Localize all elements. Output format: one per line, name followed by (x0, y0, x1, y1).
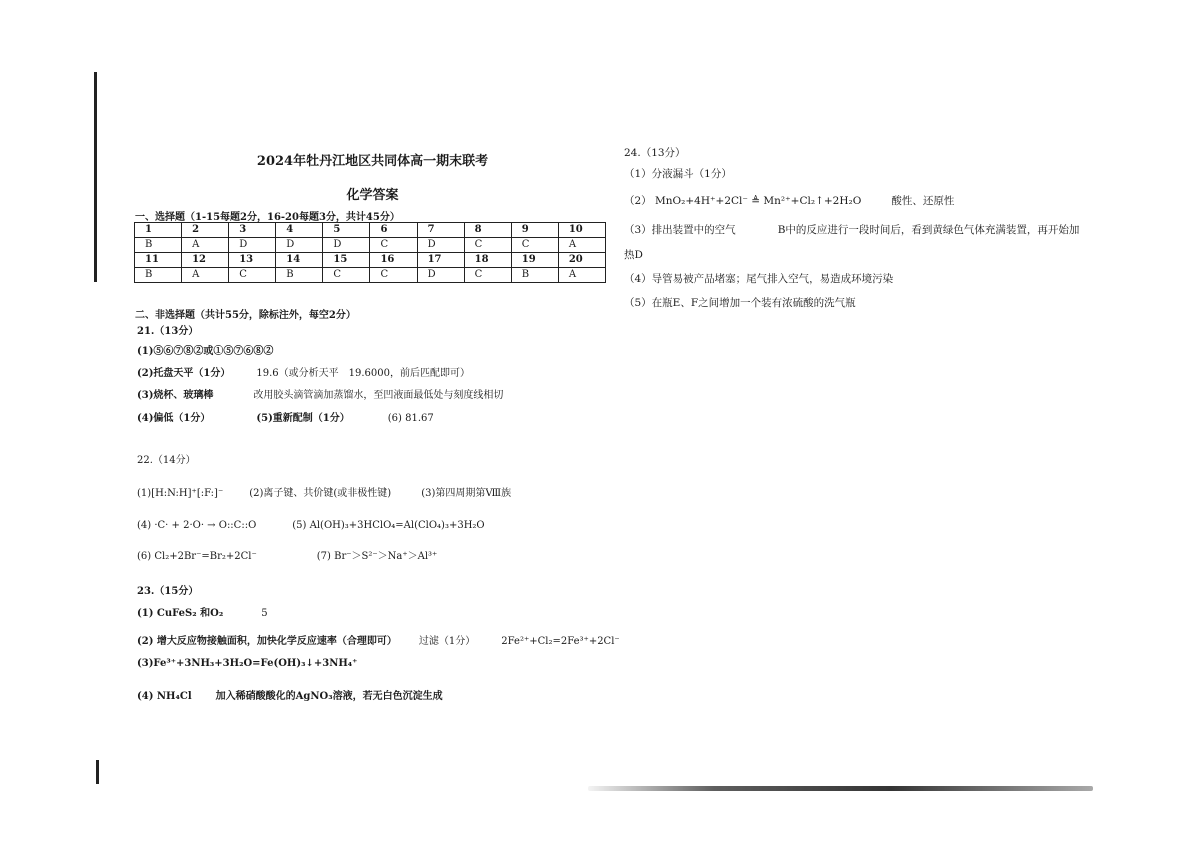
q23-answer-4a: (4) NH₄Cl (137, 691, 192, 702)
answer-cell: C (323, 268, 370, 283)
q22-answer-5: (5) Al(OH)₃+3HClO₄=Al(ClO₄)₃+3H₂O (292, 520, 485, 531)
q24-answer-4: （4）导管易被产品堵塞；尾气排入空气，易造成环境污染 (624, 273, 894, 285)
answer-row (135, 238, 606, 253)
q23-answer-4 (137, 687, 443, 702)
q22-answer-2: (2)离子键、共价键(或非极性键) (249, 488, 392, 499)
q23-answer-2a: (2) 增大反应物接触面积，加快化学反应速率（合理即可） (137, 636, 397, 647)
q21-answer-1: (1)⑤⑥⑦⑧②或①⑤⑦⑥⑧② (137, 346, 274, 357)
answer-cell: D (417, 238, 464, 253)
q23-answer-1 (137, 604, 268, 619)
answer-cell: C (464, 268, 511, 283)
q24-answer-3 (624, 222, 1079, 237)
answer-cell: C (229, 268, 276, 283)
question-number-cell: 6 (370, 223, 417, 238)
q21-answer-4: (4)偏低（1分） (137, 413, 211, 424)
q22-answer-6: (6) Cl₂+2Br⁻=Br₂+2Cl⁻ (137, 551, 257, 562)
q24-answer-2 (624, 193, 954, 208)
q23-answer-1b: 5 (261, 608, 268, 619)
question-number-cell: 4 (276, 223, 323, 238)
question-number-cell: 1 (135, 223, 182, 238)
question-number-cell: 15 (323, 253, 370, 268)
q21-title: 21.（13分） (137, 326, 199, 337)
q21-answer-5: (5)重新配制（1分） (256, 413, 350, 424)
q23-answer-4b: 加入稀硝酸酸化的AgNO₃溶液，若无白色沉淀生成 (215, 691, 443, 702)
q22-answer-6-7 (137, 547, 437, 562)
section2-heading: 二、非选择题（共计55分，除标注外，每空2分） (135, 310, 356, 321)
question-number-cell: 5 (323, 223, 370, 238)
q24-answer-2b: 酸性、还原性 (891, 195, 955, 207)
q24-answer-1: （1）分液漏斗（1分） (624, 168, 732, 180)
answer-cell: A (558, 238, 605, 253)
question-number-cell: 8 (464, 223, 511, 238)
answer-cell: D (417, 268, 464, 283)
question-number-cell: 17 (417, 253, 464, 268)
answer-cell: C (370, 268, 417, 283)
q22-answer-7: (7) Br⁻＞S²⁻＞Na⁺＞Al³⁺ (316, 551, 438, 562)
question-number-cell: 10 (558, 223, 605, 238)
q21-answer-3 (137, 386, 503, 401)
question-number-cell: 14 (276, 253, 323, 268)
q22-answer-1: (1)[H:N:H]⁺[:F:]⁻ (137, 488, 224, 499)
q24-title: 24.（13分） (624, 147, 686, 159)
answer-cell: A (182, 238, 229, 253)
scan-smudge (588, 786, 1093, 791)
question-number-cell: 7 (417, 223, 464, 238)
answer-cell: C (370, 238, 417, 253)
answer-cell: C (464, 238, 511, 253)
q21-answer-2 (137, 364, 470, 379)
q24-answer-2a: （2） MnO₂+4H⁺+2Cl⁻ ≜ Mn²⁺+Cl₂↑+2H₂O (624, 195, 862, 207)
q21-answer-3a: (3)烧杯、玻璃棒 (137, 390, 214, 401)
page-title: 2024年牡丹江地区共同体高一期末联考 (256, 154, 489, 169)
question-number-cell: 20 (558, 253, 605, 268)
q24-answer-5: （5）在瓶E、F之间增加一个装有浓硫酸的洗气瓶 (624, 297, 856, 309)
q23-answer-2b: 过滤（1分） (418, 636, 476, 647)
q22-answer-4-5 (137, 520, 485, 531)
question-number-cell: 16 (370, 253, 417, 268)
q22-answer-4: (4) ·C· + 2·O· → O::C::O (137, 520, 257, 531)
q22-answer-1-3 (137, 484, 511, 499)
answer-cell: B (135, 238, 182, 253)
question-number-cell: 19 (511, 253, 558, 268)
question-number-row (135, 253, 606, 268)
q23-answer-3: (3)Fe³⁺+3NH₃+3H₂O=Fe(OH)₃↓+3NH₄⁺ (137, 658, 358, 669)
q23-title: 23.（15分） (137, 586, 199, 597)
q21-answer-4-6 (137, 409, 434, 424)
answer-cell: B (511, 268, 558, 283)
q23-answer-2c: 2Fe²⁺+Cl₂=2Fe³⁺+2Cl⁻ (501, 636, 620, 647)
answer-cell: B (135, 268, 182, 283)
q22-answer-3: (3)第四周期第Ⅷ族 (421, 488, 512, 499)
scan-edge-mark-lower (96, 760, 99, 784)
question-number-row (135, 223, 606, 238)
question-number-cell: 18 (464, 253, 511, 268)
page-subtitle: 化学答案 (346, 188, 399, 203)
question-number-cell: 11 (135, 253, 182, 268)
section1-heading: 一、选择题（1-15每题2分，16-20每题3分，共计45分） (135, 212, 400, 223)
q21-answer-6: (6) 81.67 (387, 413, 434, 424)
answer-cell: C (511, 238, 558, 253)
q21-answer-2a: (2)托盘天平（1分） (137, 368, 231, 379)
answer-cell: A (182, 268, 229, 283)
answer-cell: D (229, 238, 276, 253)
answer-cell: D (323, 238, 370, 253)
question-number-cell: 3 (229, 223, 276, 238)
scan-edge-mark (94, 72, 97, 282)
answer-cell: D (276, 238, 323, 253)
question-number-cell: 13 (229, 253, 276, 268)
q24-answer-3b: B中的反应进行一段时间后，看到黄绿色气体充满装置，再开始加 (777, 224, 1080, 236)
question-number-cell: 9 (511, 223, 558, 238)
q21-answer-3b: 改用胶头滴管滴加蒸馏水，至凹液面最低处与刻度线相切 (253, 390, 504, 401)
q24-answer-3a: （3）排出装置中的空气 (624, 224, 736, 236)
q23-answer-1a: (1) CuFeS₂ 和O₂ (137, 608, 224, 619)
question-number-cell: 12 (182, 253, 229, 268)
answer-table (134, 222, 606, 283)
q21-answer-2b: 19.6（或分析天平 19.6000，前后匹配即可） (256, 368, 471, 379)
question-number-cell: 2 (182, 223, 229, 238)
q22-title: 22.（14分） (137, 455, 196, 466)
answer-row (135, 268, 606, 283)
q24-answer-3c: 热D (624, 249, 643, 261)
answer-cell: A (558, 268, 605, 283)
answer-cell: B (276, 268, 323, 283)
q23-answer-2 (137, 632, 620, 647)
